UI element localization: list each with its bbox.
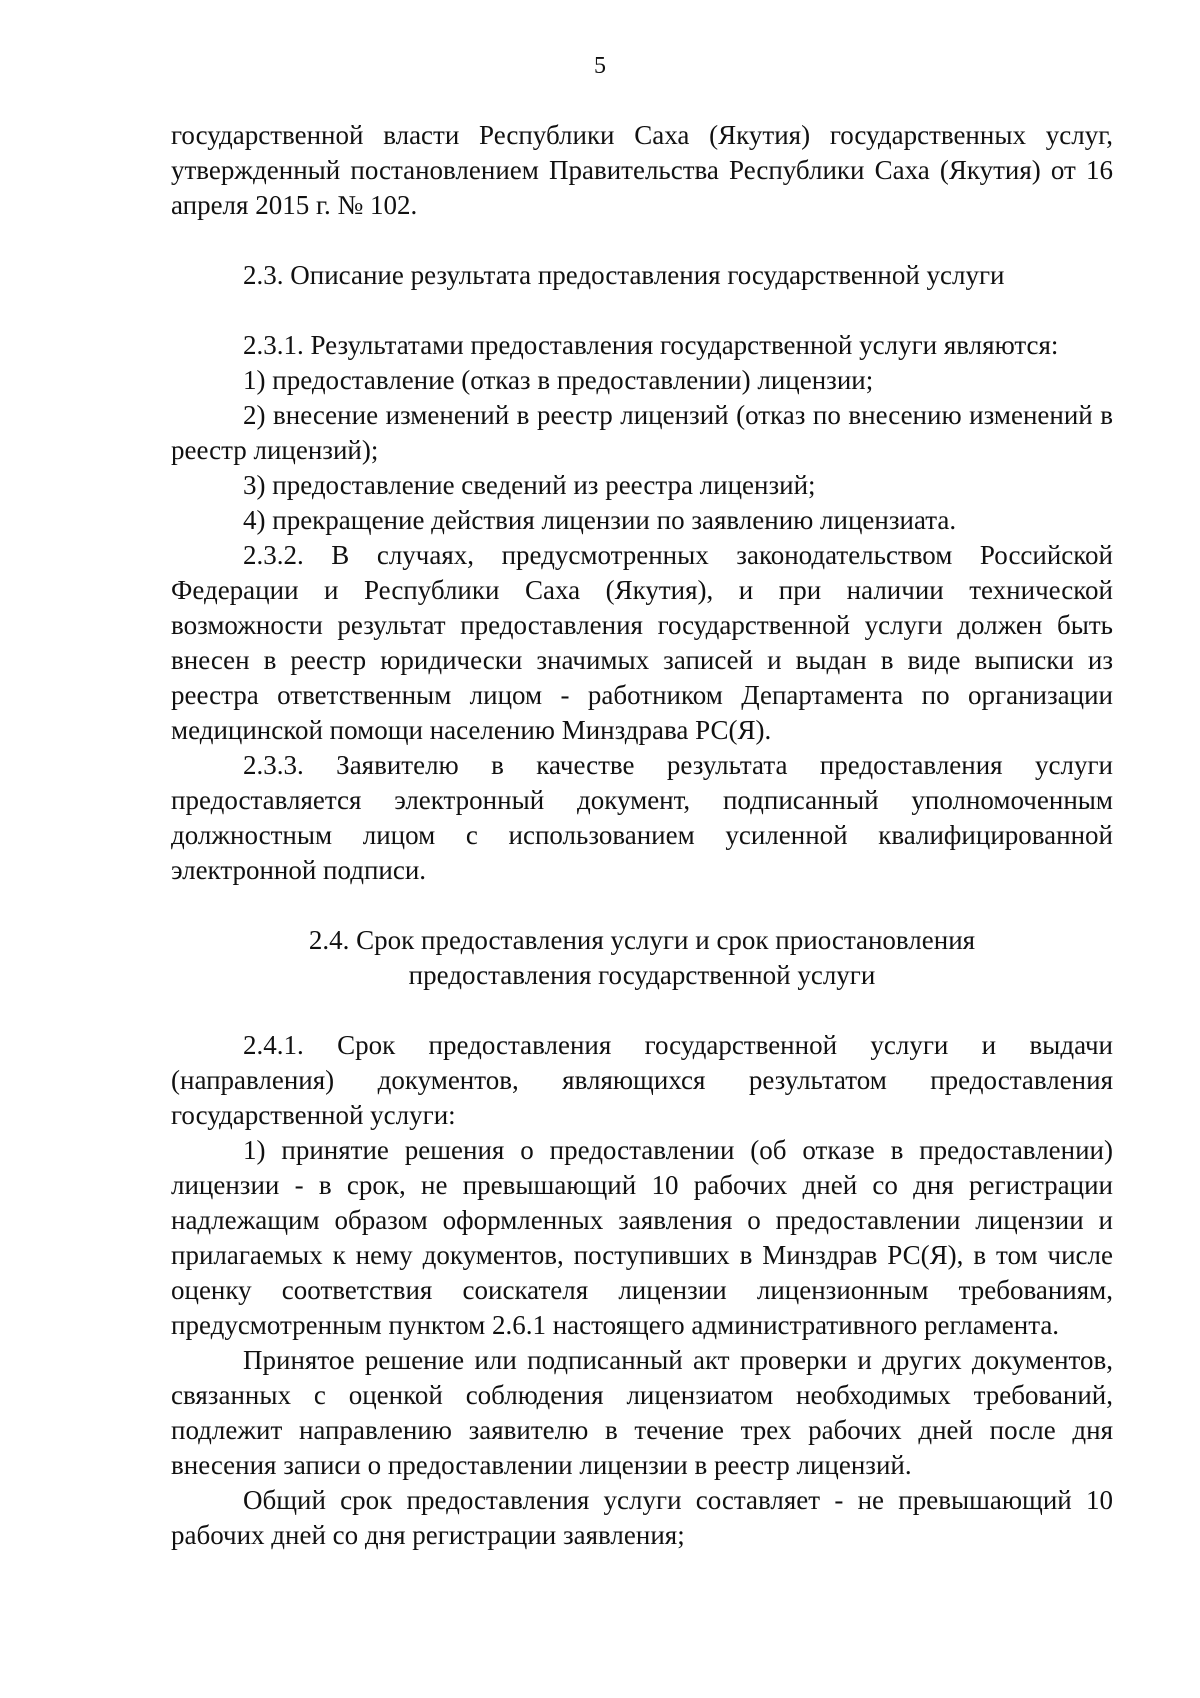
list-item-2-4-1-1: 1) принятие решения о предоставлении (об отказе в предоставлении) лицензии - в срок, не превышающий 10 рабочих дней со дня регистрации надлежащим образом оформленных заявления о предоставлении лицензии и прилагаемых к нему документов, поступивших в Минздрав РС(Я), в том числе оценку соответствия соискателя лицензии лицензионным требованиям, предусмотренным пунктом 2.6.1 настоящего административного регламента. <box>171 1135 1113 1340</box>
section-2-3-heading: 2.3. Описание результата предоставления государственной услуги <box>243 260 1005 290</box>
paragraph-total-term: Общий срок предоставления услуги составляет - не превышающий 10 рабочих дней со дня регистрации заявления; <box>171 1485 1113 1550</box>
paragraph-2-3-1: 2.3.1. Результатами предоставления государственной услуги являются: <box>243 330 1059 360</box>
page-number: 5 <box>594 53 606 79</box>
section-2-4-heading-line-2: предоставления государственной услуги <box>408 960 876 990</box>
document-body <box>171 118 1113 1553</box>
paragraph-2-4-1: 2.4.1. Срок предоставления государственной услуги и выдачи (направления) документов, являющихся результатом предоставления государственной услуги: <box>171 1030 1113 1130</box>
spacer <box>171 993 1113 1028</box>
spacer <box>171 888 1113 923</box>
list-item-2-3-1-4: 4) прекращение действия лицензии по заявлению лицензиата. <box>243 505 957 535</box>
paragraph-decision-delivery: Принятое решение или подписанный акт проверки и других документов, связанных с оценкой соблюдения лицензиатом необходимых требований, подлежит направлению заявителю в течение трех рабочих дней после дня внесения записи о предоставлении лицензии в реестр лицензий. <box>171 1345 1113 1480</box>
paragraph-2-3-2: 2.3.2. В случаях, предусмотренных законодательством Российской Федерации и Республики Саха (Якутия), и при наличии технической возможности результат предоставления государственной услуги должен быть внесен в реестр юридически значимых записей и выдан в виде выписки из реестра ответственным лицом - работником Департамента по организации медицинской помощи населению Минздрава РС(Я). <box>171 540 1113 745</box>
section-2-4-heading <box>171 923 1113 993</box>
intro-paragraph: государственной власти Республики Саха (Якутия) государственных услуг, утвержденный постановлением Правительства Республики Саха (Якутия) от 16 апреля 2015 г. № 102. <box>171 120 1113 220</box>
spacer <box>171 223 1113 258</box>
list-item-2-3-1-3: 3) предоставление сведений из реестра лицензий; <box>243 470 816 500</box>
list-item-2-3-1-1: 1) предоставление (отказ в предоставлении) лицензии; <box>243 365 874 395</box>
spacer <box>171 293 1113 328</box>
list-item-2-3-1-2: 2) внесение изменений в реестр лицензий (отказ по внесению изменений в реестр лицензий); <box>171 400 1113 465</box>
paragraph-2-3-3: 2.3.3. Заявителю в качестве результата предоставления услуги предоставляется электронный документ, подписанный уполномоченным должностным лицом с использованием усиленной квалифицированной электронной подписи. <box>171 750 1113 885</box>
section-2-4-heading-line-1: 2.4. Срок предоставления услуги и срок приостановления <box>308 925 976 955</box>
